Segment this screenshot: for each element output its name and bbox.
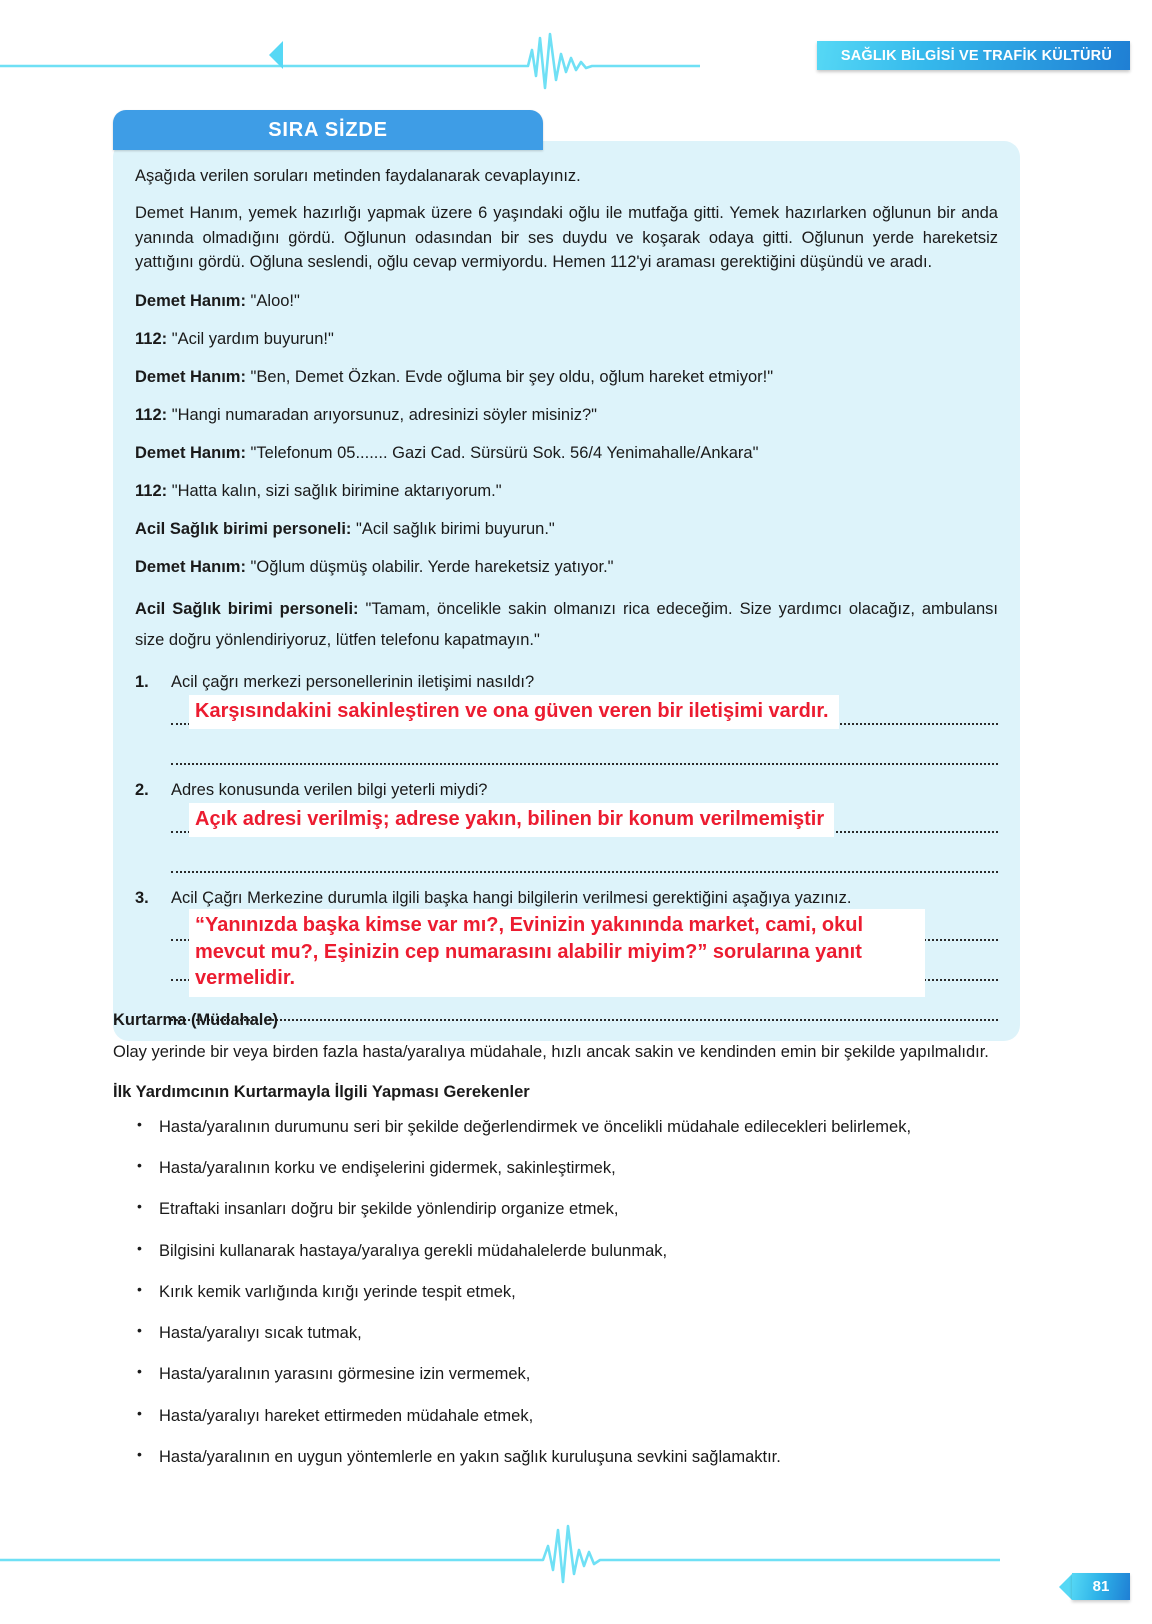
dialogue-text: "Hatta kalın, sizi sağlık birimine aktarıyorum." <box>167 482 502 501</box>
page-header <box>0 0 1152 96</box>
answer-text[interactable]: Karşısındakini sakinleştiren ve ona güven veren bir iletişimi vardır. <box>189 695 839 729</box>
dialogue-text: "Tamam, öncelikle sakin olmanızı rica edeceğim. Size yardımcı olacağız, ambulansı size doğru yönlendiriyoruz, lütfen telefonu kapatmayın." <box>135 599 998 650</box>
dialogue-line <box>135 366 998 390</box>
dialogue-line <box>135 290 998 314</box>
body-section <box>113 1011 1023 1487</box>
page-number: 81 <box>1092 1578 1110 1595</box>
page-footer <box>0 1514 1152 1624</box>
list-item: • Hasta/yaralının durumunu seri bir şekilde değerlendirmek ve öncelikli müdahale edilecekleri belirlemek, <box>137 1116 1023 1138</box>
dialogue-speaker: Acil Sağlık birimi personeli: <box>135 599 359 618</box>
question-text: Acil Çağrı Merkezine durumla ilgili başka hangi bilgilerin verilmesi gerektiğini aşağıya yazınız. <box>171 889 852 908</box>
section-heading-kurtarma: Kurtarma (Müdahale) <box>113 1011 279 1029</box>
dialogue-text: "Hangi numaradan arıyorsunuz, adresinizi söyler misiniz?" <box>167 406 598 425</box>
dialogue-text: "Ben, Demet Özkan. Evde oğluma bir şey oldu, oğlum hareket etmiyor!" <box>245 368 774 387</box>
dialogue-speaker: 112: <box>135 330 168 349</box>
dialogue-text: "Telefonum 05....... Gazi Cad. Sürsürü Sok. 56/4 Yenimahalle/Ankara" <box>245 444 759 463</box>
ribbon-notch <box>269 41 283 69</box>
dialogue-speaker: Acil Sağlık birimi personeli: <box>135 520 352 539</box>
page-number-badge <box>1072 1573 1130 1600</box>
list-item: • Hasta/yaralıyı hareket ettirmeden müdahale etmek, <box>137 1405 1023 1427</box>
dialogue-line <box>135 556 998 580</box>
list-item: • Hasta/yaralının korku ve endişelerini gidermek, sakinleştirmek, <box>137 1157 1023 1179</box>
dialogue-text: "Acil sağlık birimi buyurun." <box>351 520 555 539</box>
ekg-pulse-line-top-icon <box>0 36 790 92</box>
activity-box <box>113 141 1020 1041</box>
activity-box-tab-label: SIRA SİZDE <box>268 118 388 141</box>
activity-box-tab <box>113 110 543 150</box>
answer-text[interactable]: “Yanınızda başka kimse var mı?, Evinizin yakınında market, cami, okul mevcut mu?, Eşinizin cep numarasını alabilir miyim?” sorularına yanıt vermelidir. <box>189 909 925 996</box>
list-item: • Kırık kemik varlığında kırığı yerinde tespit etmek, <box>137 1281 1023 1303</box>
list-item: • Hasta/yaralının yarasını görmesine izin vermemek, <box>137 1363 1023 1385</box>
answer-area[interactable] <box>171 805 998 873</box>
dialogue-line <box>135 594 998 657</box>
dialogue-speaker: 112: <box>135 406 168 425</box>
dialogue-text: "Acil yardım buyurun!" <box>167 330 334 349</box>
dialogue-line <box>135 480 998 504</box>
dialogue-line <box>135 404 998 428</box>
question-number: 3. <box>135 889 149 908</box>
answer-dotted-line[interactable] <box>171 737 998 765</box>
list-item: • Hasta/yaralının en uygun yöntemlerle en yakın sağlık kuruluşuna sevkini sağlamaktır. <box>137 1446 1023 1468</box>
activity-story-text: Demet Hanım, yemek hazırlığı yapmak üzere 6 yaşındaki oğlu ile mutfağa gitti. Yemek hazırlarken oğlunun bir anda yanında olmadığını gördü. Oğlunun odasından bir ses duydu ve koşarak odaya gitti. Oğlunun yerde hareketsiz yattığını gördü. Oğluna seslendi, oğlu cevap vermiyordu. Hemen 112'yi araması gerektiğini düşündü ve aradı. <box>135 204 998 272</box>
section-heading-list: İlk Yardımcının Kurtarmayla İlgili Yapması Gerekenler <box>113 1082 530 1101</box>
dialogue-speaker: Demet Hanım: <box>135 557 246 576</box>
responsibility-list <box>113 1116 1023 1468</box>
dialogue-line <box>135 518 998 542</box>
dialogue-line <box>135 328 998 352</box>
list-item: • Etraftaki insanları doğru bir şekilde yönlendirip organize etmek, <box>137 1198 1023 1220</box>
question-text: Adres konusunda verilen bilgi yeterli miydi? <box>171 780 488 799</box>
footer-notch <box>1059 1574 1072 1600</box>
ekg-pulse-line-bottom-icon <box>0 1526 1000 1586</box>
dialogue-line <box>135 442 998 466</box>
header-banner-title: SAĞLIK BİLGİSİ VE TRAFİK KÜLTÜRÜ <box>840 47 1112 64</box>
section-paragraph: Olay yerinde bir veya birden fazla hasta/yaralıya müdahale, hızlı ancak sakin ve kendinden emin bir şekilde yapılmalıdır. <box>113 1043 989 1061</box>
dialogue-speaker: Demet Hanım: <box>135 292 246 311</box>
list-item: • Hasta/yaralıyı sıcak tutmak, <box>137 1322 1023 1344</box>
question-number: 2. <box>135 780 149 799</box>
answer-area[interactable] <box>171 697 998 765</box>
question-item <box>135 887 998 1013</box>
question-item <box>135 779 998 873</box>
answer-area[interactable] <box>171 913 998 1013</box>
dialogue-text: "Oğlum düşmüş olabilir. Yerde hareketsiz yatıyor." <box>245 557 614 576</box>
dialogue-speaker: Demet Hanım: <box>135 444 246 463</box>
list-item: • Bilgisini kullanarak hastaya/yaralıya gerekli müdahalelerde bulunmak, <box>137 1240 1023 1262</box>
question-number: 1. <box>135 672 149 691</box>
activity-intro-text: Aşağıda verilen soruları metinden faydalanarak cevaplayınız. <box>135 167 581 185</box>
answer-text[interactable]: Açık adresi verilmiş; adrese yakın, bilinen bir konum verilmemiştir <box>189 803 834 837</box>
answer-dotted-line[interactable] <box>171 845 998 873</box>
dialogue-text: "Aloo!" <box>245 292 300 311</box>
dialogue-speaker: Demet Hanım: <box>135 368 246 387</box>
question-item <box>135 671 998 765</box>
header-banner <box>817 41 1130 70</box>
dialogue-speaker: 112: <box>135 482 168 501</box>
question-text: Acil çağrı merkezi personellerinin iletişimi nasıldı? <box>171 672 535 691</box>
